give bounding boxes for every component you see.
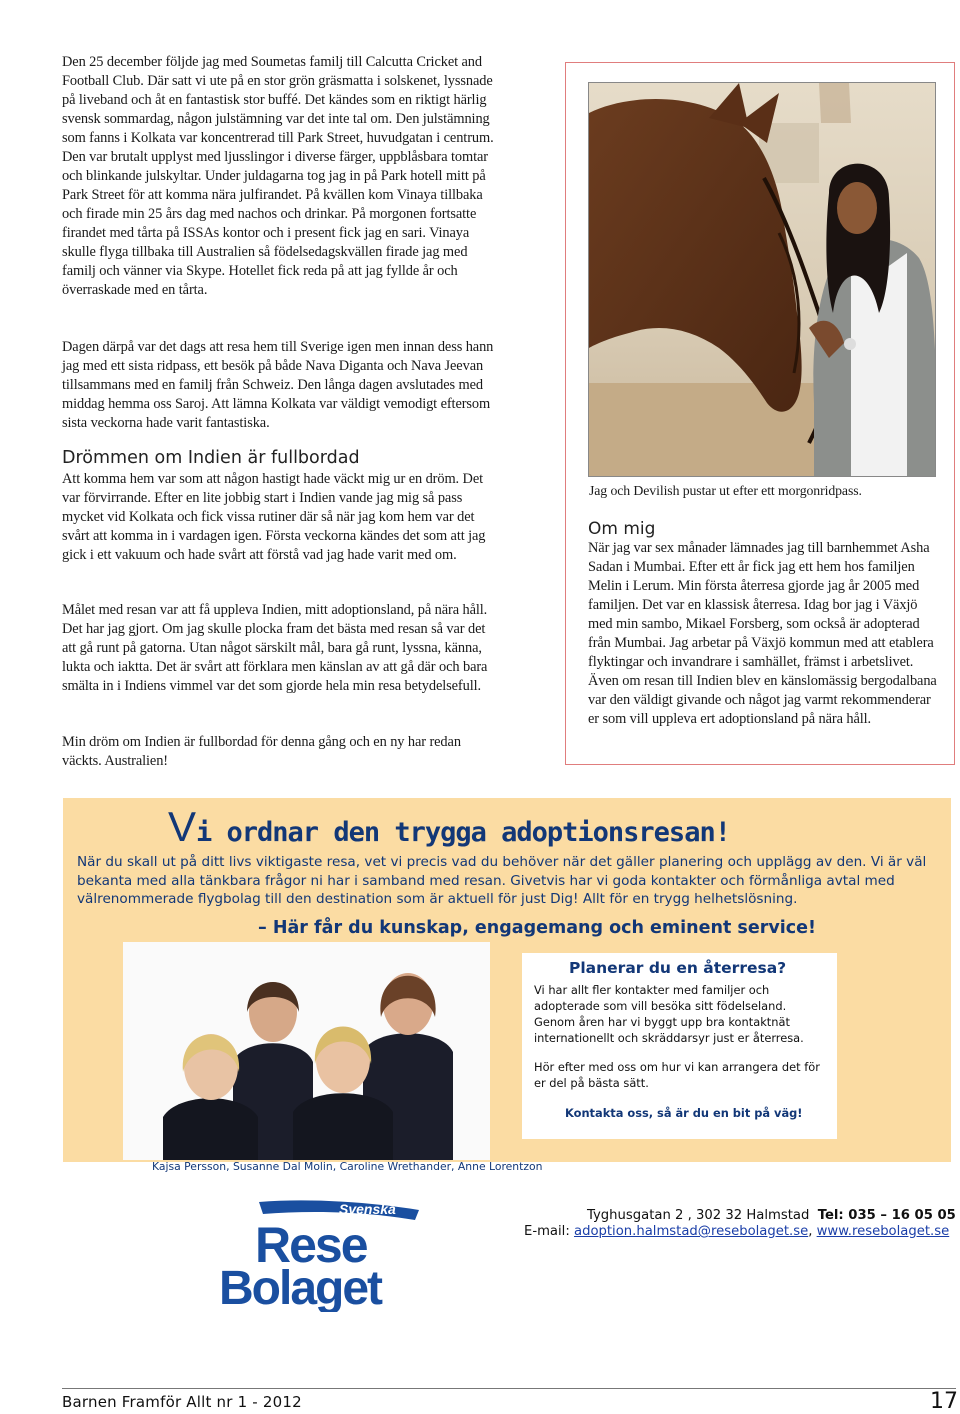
article-paragraph-5: Min dröm om Indien är fullbordad för denna gång och en ny har redan väckts. Australien!: [62, 734, 461, 769]
email-link[interactable]: adoption.halmstad@resebolaget.se: [574, 1224, 809, 1239]
ad-title: [168, 803, 888, 851]
ad-title-rest: i ordnar den trygga adoptionsresan!: [196, 817, 730, 848]
logo-text-rese: Rese: [255, 1217, 367, 1273]
om-mig-text: När jag var sex månader lämnades jag till barnhemmet Asha Sadan i Mumbai. Efter ett år fick jag ett hem hos familjen Melin i Lerum. Min första återresa gjorde jag år 2005 med familjen. Det var en klassisk återresa. Idag bor jag i Växjö med min sambo, Mikael Forsberg, som också är adopterad från Mumbai. Jag arbetar på Växjö kommun med att etablera flyktingar och invandrare i samhället, främst i arbetslivet. Även om resan till Indien blev en känslomässig bergodalbana var den väldigt givande och något jag varmt rekommenderar er som vill uppleva ert adoptionsland på nära håll.: [588, 540, 937, 727]
contact-email: E-mail: adoption.halmstad@resebolaget.se, www.resebolaget.se: [524, 1224, 950, 1239]
page-number: 17: [930, 1389, 958, 1414]
email-label: E-mail:: [524, 1224, 570, 1239]
logo-text-bolaget: Bolaget: [219, 1262, 382, 1312]
panel-cta: Kontakta oss, så är du en bit på väg!: [565, 1106, 803, 1120]
address-text: Tyghusgatan 2 , 302 32 Halmstad: [587, 1208, 810, 1223]
contact-address: [587, 1208, 956, 1223]
ad-title-initial: V: [168, 803, 197, 850]
phone-text: Tel: 035 – 16 05 05: [817, 1208, 956, 1223]
team-caption: Kajsa Persson, Susanne Dal Molin, Caroline Wrethander, Anne Lorentzon: [152, 1160, 543, 1173]
photo-caption: Jag och Devilish pustar ut efter ett morgonridpass.: [589, 483, 862, 498]
section-heading-om-mig: Om mig: [588, 519, 656, 539]
logo-text-svenska: Svenska: [339, 1201, 396, 1217]
article-paragraph-2: Dagen därpå var det dags att resa hem till Sverige igen men innan dess hann jag med ett sista ridpass, ett besök på både Nava Diganta och Nava Jeevan tillsammans med en familj från Schweiz. Den långa dagen avslutades med middag hemma oss Saroj. Att lämna Kolkata var väldigt vemodigt eftersom sista veckorna hade varit fantastiska.: [62, 339, 494, 431]
article-paragraph-3: Att komma hem var som att någon hastigt hade väckt mig ur en dröm. Det var förvirrande. Efter en lite jobbig start i Indien vande jag mig så pass mycket vid Kolkata och fick vissa rutiner där så när jag kom hem var det svårt att komma in i vardagen igen. Första veckorna kändes det som att jag gick i ett vakuum och hade svårt att förstå vad jag hade varit med om.: [62, 471, 486, 563]
footer-publication: Barnen Framför Allt nr 1 - 2012: [62, 1393, 302, 1411]
ad-body: När du skall ut på ditt livs viktigaste resa, vet vi precis vad du behöver när det gäller planering och upplägg av den. Vi är väl bekanta med alla tänkbara frågor ni har i samband med resan. Givetvis har vi goda kontakter och förmånliga avtal med välrenommerade flygbolag till den destination som är aktuell för just Dig! Allt för en trygg helhetslösning.: [77, 854, 927, 907]
article-paragraph-1: Den 25 december följde jag med Soumetas familj till Calcutta Cricket and Football Club. Där satt vi ute på en stor grön gräsmatta i solskenet, lyssnade på liveband och åt en fantastisk stor buffé. Det kändes som en riktigt härlig svensk sommardag, någon julstämning var det inte tal om. Den julstämning som fanns i Kolkata var koncentrerad till Park Street, huvudgatan i centrum. Den var brutalt upplyst med ljusslingor i diverse färger, uppblåsbara tomtar och blinkande julskyltar. Under juldagarna tog jag in på Park hotell mitt på Park Street för att komma nära julfirandet. På kvällen kom Vinaya tillbaka och firade min 25 års dag med nachos och drinkar. På morgonen fortsatte firandet med tårta på ISSAs kontor och i present fick jag en sari. Vinaya skulle flyga tillbaka till Australien så födelsedagskvällen firade jag med familj och vänner via Skype. Hotellet fick reda på att jag fyllde år och överraskade med en tårta.: [62, 54, 494, 298]
panel-title: Planerar du en återresa?: [569, 959, 787, 977]
article-paragraph-4: Målet med resan var att få uppleva Indien, mitt adoptionsland, på nära håll. Det har jag gjort. Om jag skulle plocka fram det bästa med resan så var det att gå runt på gatorna. Utan något särskilt mål, bara gå runt, lyssna, känna, lukta och iaktta. Det är svårt att förklara men känslan av att gå där och bara smälta in i Indiens vimmel var det som gjorde hela min resa betydelsefull.: [62, 602, 488, 694]
web-link[interactable]: www.resebolaget.se: [816, 1224, 950, 1239]
footer-rule: [62, 1388, 956, 1389]
ad-subheading: – Här får du kunskap, engagemang och eminent service!: [258, 918, 816, 938]
horse-photo: [588, 82, 936, 477]
panel-paragraph-2: Hör efter med oss om hur vi kan arrangera det för er del på bästa sätt.: [534, 1060, 820, 1090]
team-photo: [123, 942, 490, 1160]
section-heading-drommen: Drömmen om Indien är fullbordad: [62, 448, 360, 468]
panel-paragraph-1: Vi har allt fler kontakter med familjer och adopterade som vill besöka sitt födelseland. Genom åren har vi byggt upp bra kontaktnät internationellt och skräddarsyr just er återresa.: [534, 983, 804, 1045]
resebolaget-logo: [219, 1200, 425, 1312]
